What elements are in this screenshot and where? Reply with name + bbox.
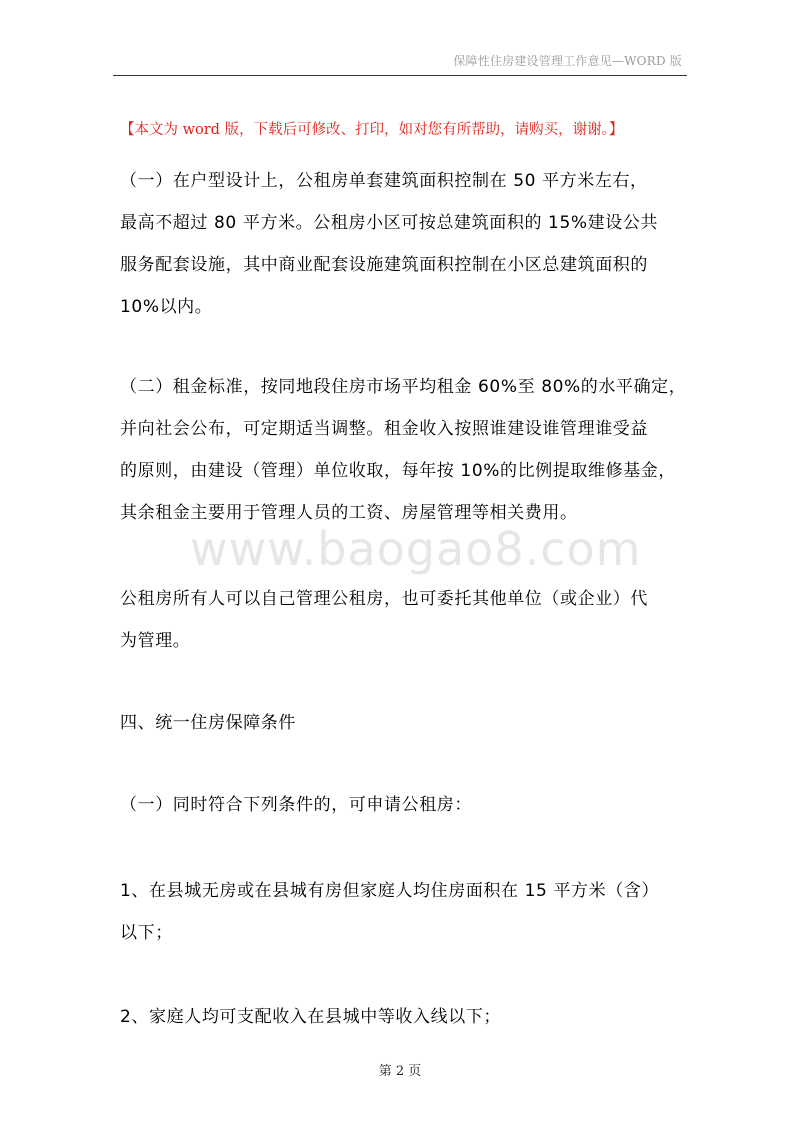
text-line: 并向社会公布，可定期适当调整。租金收入按照谁建设谁管理谁受益 <box>120 419 648 439</box>
text-line: 其余租金主要用于管理人员的工资、房屋管理等相关费用。 <box>120 503 578 523</box>
text-line: 10%以内。 <box>120 297 213 317</box>
text-line: 服务配套设施，其中商业配套设施建筑面积控制在小区总建筑面积的 <box>120 255 648 275</box>
section-heading <box>120 702 694 744</box>
text-line: （一）同时符合下列条件的，可申请公租房： <box>120 795 472 815</box>
page-number: 第 2 页 <box>378 1064 422 1079</box>
text-line: 以下； <box>120 923 173 943</box>
text-line: （一）在户型设计上，公租房单套建筑面积控制在 50 平方米左右， <box>120 171 648 191</box>
text-line: 1、在县城无房或在县城有房但家庭人均住房面积在 15 平方米（含） <box>120 881 660 901</box>
text-line: 为管理。 <box>120 631 191 651</box>
running-header: 保障性住房建设管理工作意见—WORD 版 <box>453 54 682 68</box>
text-line: 2、家庭人均可支配收入在县城中等收入线以下； <box>120 1007 502 1027</box>
text-line: （二）租金标准，按同地段住房市场平均租金 60%至 80%的水平确定， <box>120 377 687 397</box>
paragraph-rent-standard <box>120 366 694 534</box>
header-divider <box>113 75 687 76</box>
text-line: 最高不超过 80 平方米。公租房小区可按总建筑面积的 15%建设公共 <box>120 213 659 233</box>
watermark: www.baogao8.com <box>190 522 642 576</box>
text-line: 的原则，由建设（管理）单位收取，每年按 10%的比例提取维修基金， <box>120 461 676 481</box>
list-item-2 <box>120 996 694 1038</box>
text-line: 四、统一住房保障条件 <box>120 713 296 733</box>
list-item-1 <box>120 870 694 954</box>
paragraph-conditions-intro <box>120 784 694 826</box>
paragraph-unit-design <box>120 160 694 328</box>
purchase-notice: 【本文为 word 版，下载后可修改、打印，如对您有所帮助，请购买，谢谢。】 <box>120 122 624 138</box>
paragraph-management <box>120 578 694 662</box>
text-line: 公租房所有人可以自己管理公租房，也可委托其他单位（或企业）代 <box>120 589 648 609</box>
